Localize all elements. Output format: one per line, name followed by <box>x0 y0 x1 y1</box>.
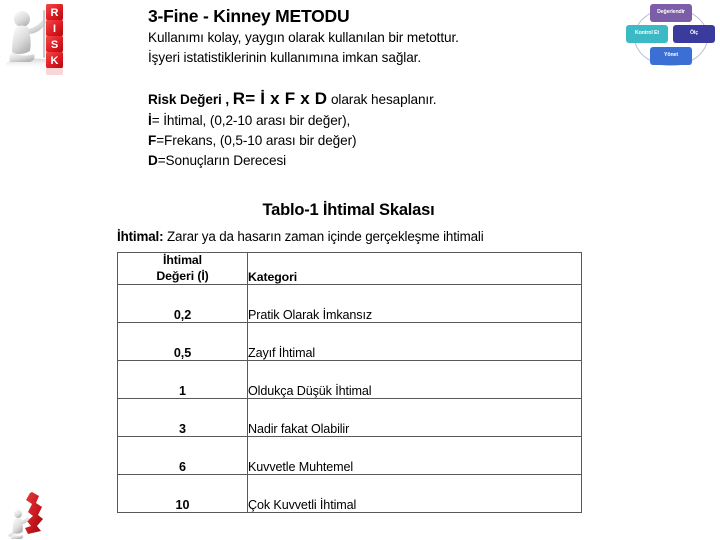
cell-value: 3 <box>118 399 248 437</box>
risk-blocks-illustration <box>2 2 74 76</box>
table-subtitle-rest: Zarar ya da hasarın zaman içinde gerçekleşme ihtimali <box>163 229 484 244</box>
reflection <box>46 68 63 75</box>
symbol-f: F <box>148 132 157 148</box>
pdca-cycle-diagram <box>620 0 720 76</box>
column-header-kategori: Kategori <box>248 253 582 285</box>
column-header-line-2: Değeri (İ) <box>156 268 209 283</box>
arrow-shape <box>25 492 43 534</box>
table-row <box>118 437 582 475</box>
column-header-line-1: İhtimal <box>163 253 202 267</box>
formula-definition-i <box>148 111 618 131</box>
svg-text:I: I <box>52 23 57 35</box>
cell-value: 0,2 <box>118 285 248 323</box>
formula-suffix: olarak hesaplanır. <box>327 91 437 107</box>
falling-arrow-clipart <box>6 489 52 539</box>
cell-value: 0,5 <box>118 323 248 361</box>
page-title: 3-Fine - Kinney METODU <box>148 6 350 26</box>
table-row <box>118 285 582 323</box>
symbol-f-text: =Frekans, (0,5-10 arası bir değer) <box>156 132 357 148</box>
svg-text:R: R <box>50 7 59 19</box>
cell-category: Oldukça Düşük İhtimal <box>248 361 582 399</box>
figure-3d-small <box>8 510 30 539</box>
formula-definition-d <box>148 151 618 171</box>
cycle-box-degerlendir[interactable] <box>650 4 692 22</box>
cycle-box-label: Ölç <box>689 30 699 37</box>
cycle-box-label: Değerlendir <box>657 9 685 16</box>
cell-category: Pratik Olarak İmkansız <box>248 285 582 323</box>
table-row <box>118 323 582 361</box>
cell-category: Kuvvetle Muhtemel <box>248 437 582 475</box>
cycle-box-kontrol-et[interactable] <box>626 25 668 43</box>
symbol-i-text: = İhtimal, (0,2-10 arası bir değer), <box>151 113 351 129</box>
cycle-box-label: Kontrol Et <box>634 30 660 37</box>
formula-definition-f <box>148 131 618 151</box>
column-header-ihtimal-degeri <box>118 253 248 285</box>
table-row <box>118 475 582 513</box>
cell-value: 1 <box>118 361 248 399</box>
lede-line-1: Kullanımı kolay, yaygın olarak kullanılan bir metottur. <box>148 30 459 46</box>
table-header-row <box>118 253 582 285</box>
table-heading: Tablo-1 İhtimal Skalası <box>262 201 435 219</box>
cycle-box-label: Yönet <box>664 52 678 59</box>
svg-text:S: S <box>50 39 59 51</box>
table-row <box>118 361 582 399</box>
ihtimal-skalasi-table <box>117 252 582 513</box>
cell-value: 6 <box>118 437 248 475</box>
formula-expression: R= İ x F x D <box>232 88 328 108</box>
risk-blocks-clipart <box>2 2 74 76</box>
risk-letter-blocks <box>46 4 63 68</box>
table-row <box>118 399 582 437</box>
formula-block <box>148 87 618 170</box>
symbol-i: İ <box>148 113 152 129</box>
cell-category: Nadir fakat Olabilir <box>248 399 582 437</box>
figure-3d <box>9 10 46 62</box>
cell-category: Çok Kuvvetli İhtimal <box>248 475 582 513</box>
formula-label: Risk Değeri , <box>148 91 230 107</box>
formula-main-line <box>148 87 618 111</box>
table-subtitle <box>117 229 587 244</box>
cell-value: 10 <box>118 475 248 513</box>
symbol-d: D <box>148 152 158 168</box>
slide-content <box>148 6 618 170</box>
cycle-box-olc[interactable] <box>673 25 715 43</box>
symbol-d-text: =Sonuçların Derecesi <box>157 152 287 168</box>
lede-line-2: İşyeri istatistiklerinin kullanımına imkan sağlar. <box>148 49 422 65</box>
table-subtitle-bold: İhtimal: <box>117 229 164 244</box>
falling-arrow-illustration <box>6 489 52 539</box>
cell-category: Zayıf İhtimal <box>248 323 582 361</box>
cycle-box-yonet[interactable] <box>650 47 692 65</box>
svg-text:K: K <box>50 55 59 67</box>
